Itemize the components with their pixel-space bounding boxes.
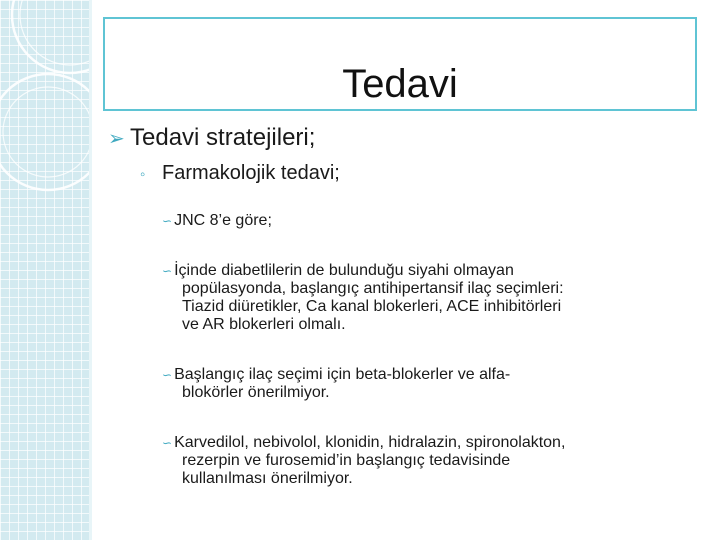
- swash-bullet-icon: ∽: [162, 368, 173, 382]
- point-line: kullanılması önerilmiyor.: [182, 470, 353, 487]
- point-line: ∽ İçinde diabetlilerin de bulunduğu siyahi olmayan: [162, 262, 514, 279]
- point-line: blokörler önerilmiyor.: [182, 384, 330, 401]
- point-line: rezerpin ve furosemid’in başlangıç tedavisinde: [182, 452, 511, 469]
- level2-text: Farmakolojik tedavi;: [162, 162, 340, 184]
- decorative-circles: [0, 0, 92, 540]
- swash-bullet-icon: ∽: [162, 214, 173, 228]
- ring-bullet-icon: ◦: [140, 166, 146, 183]
- point-item: [162, 434, 707, 488]
- title-box: [103, 17, 697, 111]
- side-decoration-band: [0, 0, 92, 540]
- point-line: Tiazid diüretikler, Ca kanal blokerleri, ACE inhibitörleri: [182, 298, 562, 315]
- level2-bullet-item: [140, 160, 340, 188]
- swash-bullet-icon: ∽: [162, 264, 173, 278]
- level1-bullet-item: [108, 123, 315, 154]
- side-band-edge: [89, 0, 92, 540]
- point-line: ve AR blokerleri olmalı.: [182, 316, 346, 333]
- point-line: popülasyonda, başlangıç antihipertansif ilaç seçimleri:: [182, 280, 564, 297]
- point-item: [162, 262, 707, 334]
- point-line: ∽ Başlangıç ilaç seçimi için beta-blokerler ve alfa-: [162, 366, 511, 383]
- slide-title: Tedavi: [342, 62, 458, 106]
- point-line: ∽ JNC 8’e göre;: [162, 212, 272, 229]
- point-item: [162, 212, 707, 230]
- arrow-bullet-icon: ➢: [108, 128, 125, 150]
- swash-bullet-icon: ∽: [162, 436, 173, 450]
- point-item: [162, 366, 707, 402]
- level1-text: Tedavi stratejileri;: [130, 124, 316, 151]
- point-line: ∽ Karvedilol, nebivolol, klonidin, hidralazin, spironolakton,: [162, 434, 566, 451]
